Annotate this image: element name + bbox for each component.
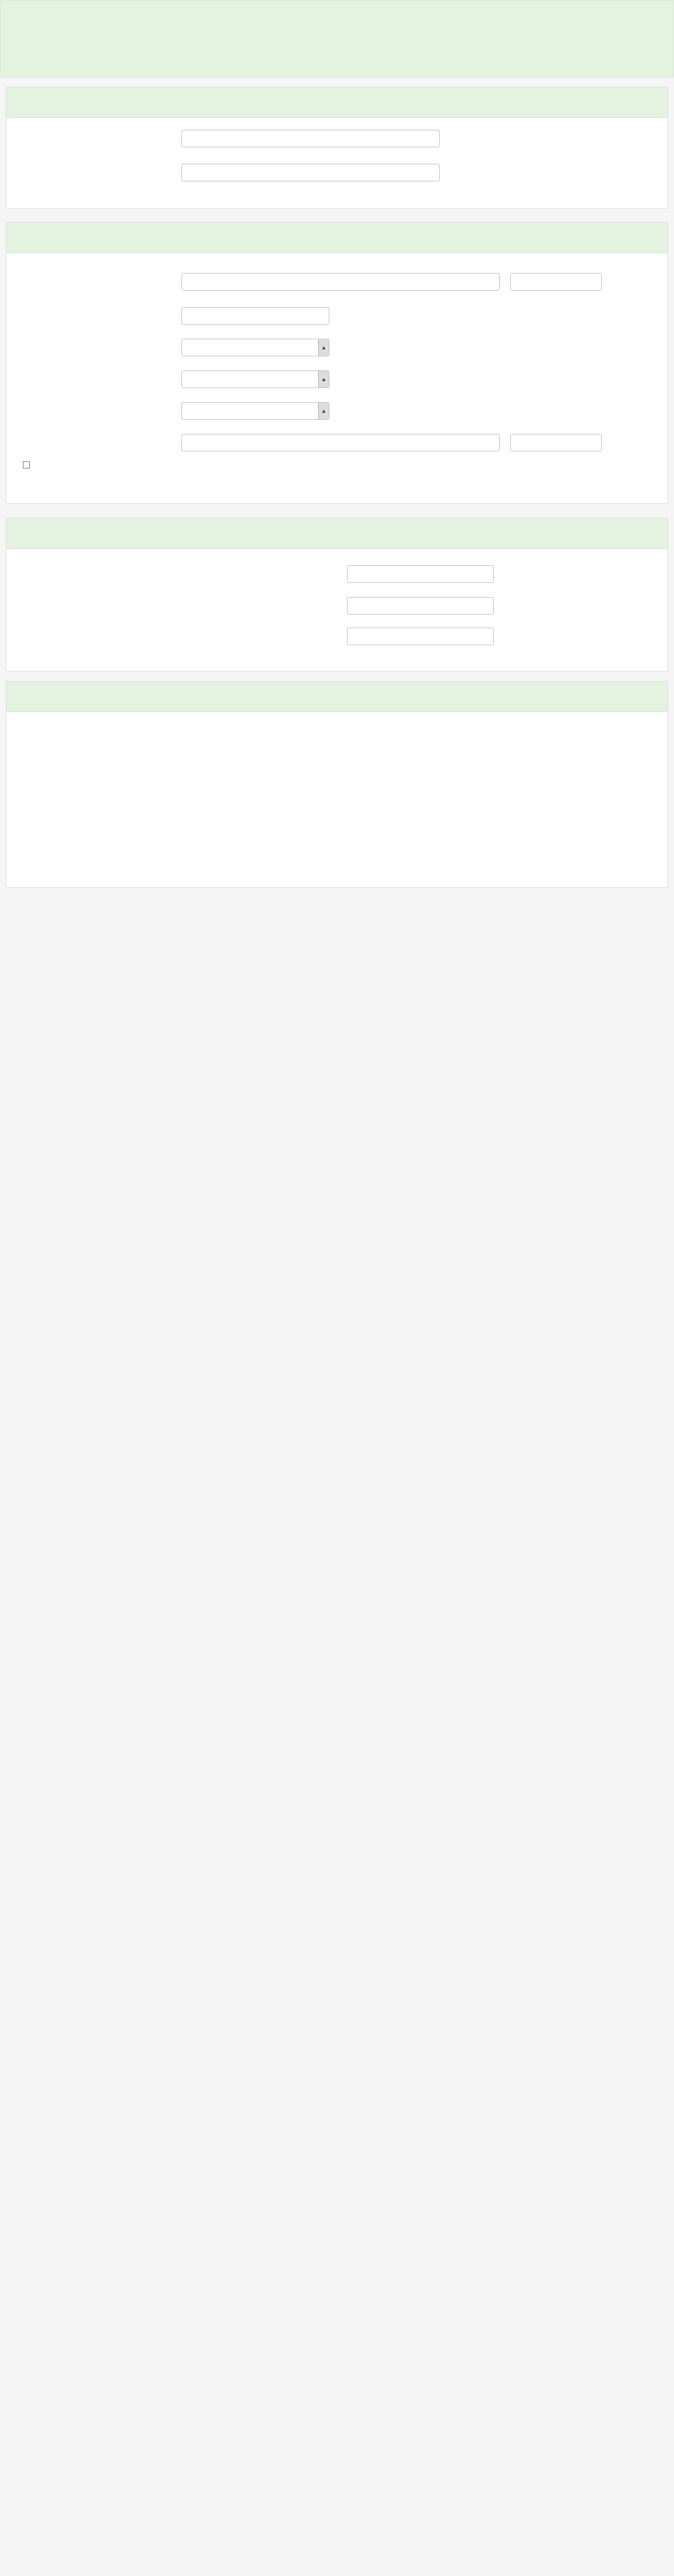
block-select[interactable] xyxy=(181,402,329,420)
section-enterprise xyxy=(6,87,668,209)
chevron-down-icon[interactable]: ▲ xyxy=(318,339,329,356)
chevron-down-icon[interactable]: ▲ xyxy=(318,403,329,419)
enterprise-name-input[interactable] xyxy=(181,130,440,147)
taluk-select[interactable] xyxy=(181,370,329,388)
page-header xyxy=(0,0,674,77)
same-as-above-checkbox[interactable] xyxy=(23,461,30,468)
chevron-down-icon[interactable]: ▲ xyxy=(318,371,329,387)
factory-phone-input[interactable] xyxy=(347,597,494,615)
village-input[interactable] xyxy=(181,307,329,325)
section-heading xyxy=(6,87,668,118)
factory-address-input[interactable] xyxy=(181,434,500,451)
section-heading xyxy=(6,222,668,253)
section-heading xyxy=(6,518,668,549)
section-heading xyxy=(6,682,668,712)
proprietor-input[interactable] xyxy=(181,164,440,181)
factory-pincode-input[interactable] xyxy=(510,434,602,451)
section-status xyxy=(6,681,668,888)
office-address-input[interactable] xyxy=(181,273,500,291)
same-as-above[interactable] xyxy=(21,460,30,469)
cell-phone-input[interactable] xyxy=(347,628,494,645)
section-contact xyxy=(6,518,668,672)
office-phone-input[interactable] xyxy=(347,565,494,583)
section-address xyxy=(6,222,668,504)
office-pincode-input[interactable] xyxy=(510,273,602,291)
district-select[interactable] xyxy=(181,339,329,356)
